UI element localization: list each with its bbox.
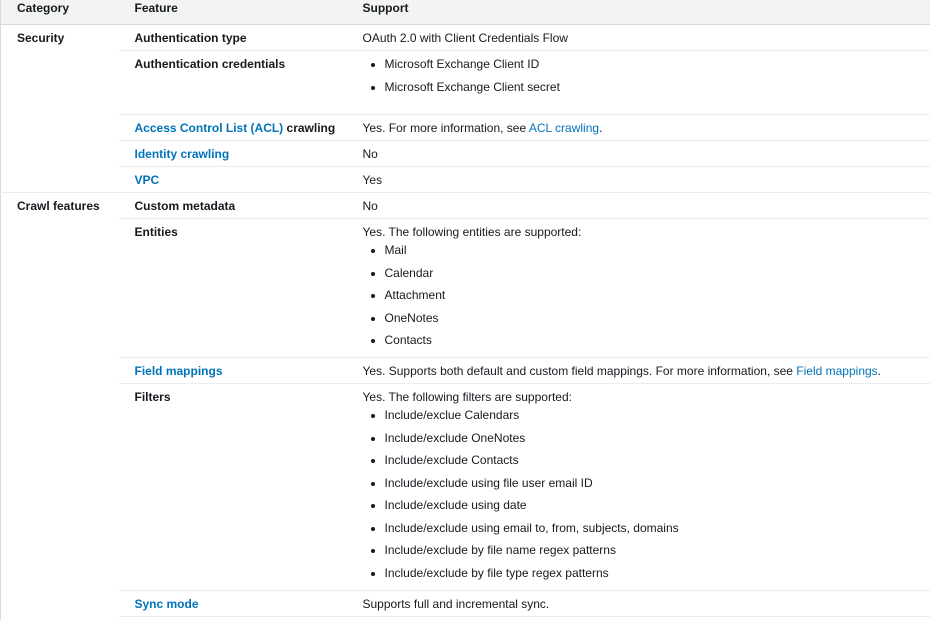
auth-credentials-list: [363, 56, 923, 95]
acl-support-period: .: [599, 121, 603, 135]
feature-next-row: [119, 616, 347, 620]
field-mappings-period: .: [877, 364, 882, 378]
table-row: [1, 384, 930, 591]
feature-filters: Filters: [119, 384, 347, 591]
list-item: • OneNotes: [385, 310, 923, 326]
acl-feature-link[interactable]: Access Control List (ACL): [134, 121, 284, 135]
list-item: • Attachment: [385, 287, 923, 303]
acl-crawling-link[interactable]: ACL crawling: [528, 121, 600, 135]
support-next-row: [347, 616, 930, 620]
category-crawl-features: Crawl features: [1, 193, 119, 620]
feature-vpc-link[interactable]: VPC: [119, 167, 347, 193]
entities-list: [363, 242, 923, 348]
feature-acl-crawling: [119, 115, 347, 141]
list-item: • Include/exclude using file user email ID: [385, 475, 923, 491]
table-row: [1, 25, 930, 51]
list-item: • Include/exclue Calendars: [385, 407, 923, 423]
list-item: • Include/exclude by file type regex patterns: [385, 565, 923, 581]
support-filters: [347, 384, 930, 591]
list-item: • Include/exclude using email to, from, subjects, domains: [385, 520, 923, 536]
table-row: [1, 115, 930, 141]
support-custom-metadata: No: [347, 193, 930, 219]
field-mappings-link[interactable]: Field mappings: [796, 364, 878, 378]
feature-identity-crawling-link[interactable]: Identity crawling: [119, 141, 347, 167]
category-security: Security: [1, 25, 119, 193]
list-item: • Microsoft Exchange Client secret: [385, 79, 923, 95]
table-row: [1, 193, 930, 219]
table-row: [1, 616, 930, 620]
support-acl-crawling: [347, 115, 930, 141]
list-item: • Include/exclude OneNotes: [385, 430, 923, 446]
support-auth-type: OAuth 2.0 with Client Credentials Flow: [347, 25, 930, 51]
table-row: [1, 141, 930, 167]
table-row: [1, 590, 930, 616]
support-sync-mode: Supports full and incremental sync.: [347, 590, 930, 616]
support-field-mappings: [347, 358, 930, 384]
acl-support-text: Yes. For more information, see: [362, 121, 529, 135]
feature-auth-type: Authentication type: [119, 25, 347, 51]
feature-custom-metadata: Custom metadata: [119, 193, 347, 219]
header-feature: Feature: [119, 0, 347, 25]
table-row: [1, 358, 930, 384]
filters-list: [363, 407, 923, 581]
list-item: • Microsoft Exchange Client ID: [385, 56, 923, 72]
list-item: • Include/exclude by file name regex patterns: [385, 542, 923, 558]
list-item: • Include/exclude using date: [385, 497, 923, 513]
table-row: [1, 219, 930, 358]
table-row: [1, 51, 930, 115]
header-category: Category: [1, 0, 119, 25]
table-row: [1, 167, 930, 193]
support-entities: [347, 219, 930, 358]
feature-sync-mode-link[interactable]: Sync mode: [119, 590, 347, 616]
list-item: • Calendar: [385, 265, 923, 281]
support-auth-credentials: [347, 51, 930, 115]
support-vpc: Yes: [347, 167, 930, 193]
field-mappings-support-text: Yes. Supports both default and custom field mappings. For more information, see: [362, 364, 797, 378]
list-item: • Contacts: [385, 332, 923, 348]
entities-intro: Yes. The following entities are supported:: [362, 225, 582, 239]
filters-intro: Yes. The following filters are supported:: [362, 390, 572, 404]
header-support: Support: [347, 0, 930, 25]
table-header-row: [1, 0, 930, 25]
feature-entities: Entities: [119, 219, 347, 358]
list-item: • Include/exclude Contacts: [385, 452, 923, 468]
feature-auth-credentials: Authentication credentials: [119, 51, 347, 115]
feature-field-mappings-link[interactable]: Field mappings: [119, 358, 347, 384]
support-identity-crawling: No: [347, 141, 930, 167]
acl-feature-text: crawling: [283, 121, 336, 135]
list-item: • Mail: [385, 242, 923, 258]
